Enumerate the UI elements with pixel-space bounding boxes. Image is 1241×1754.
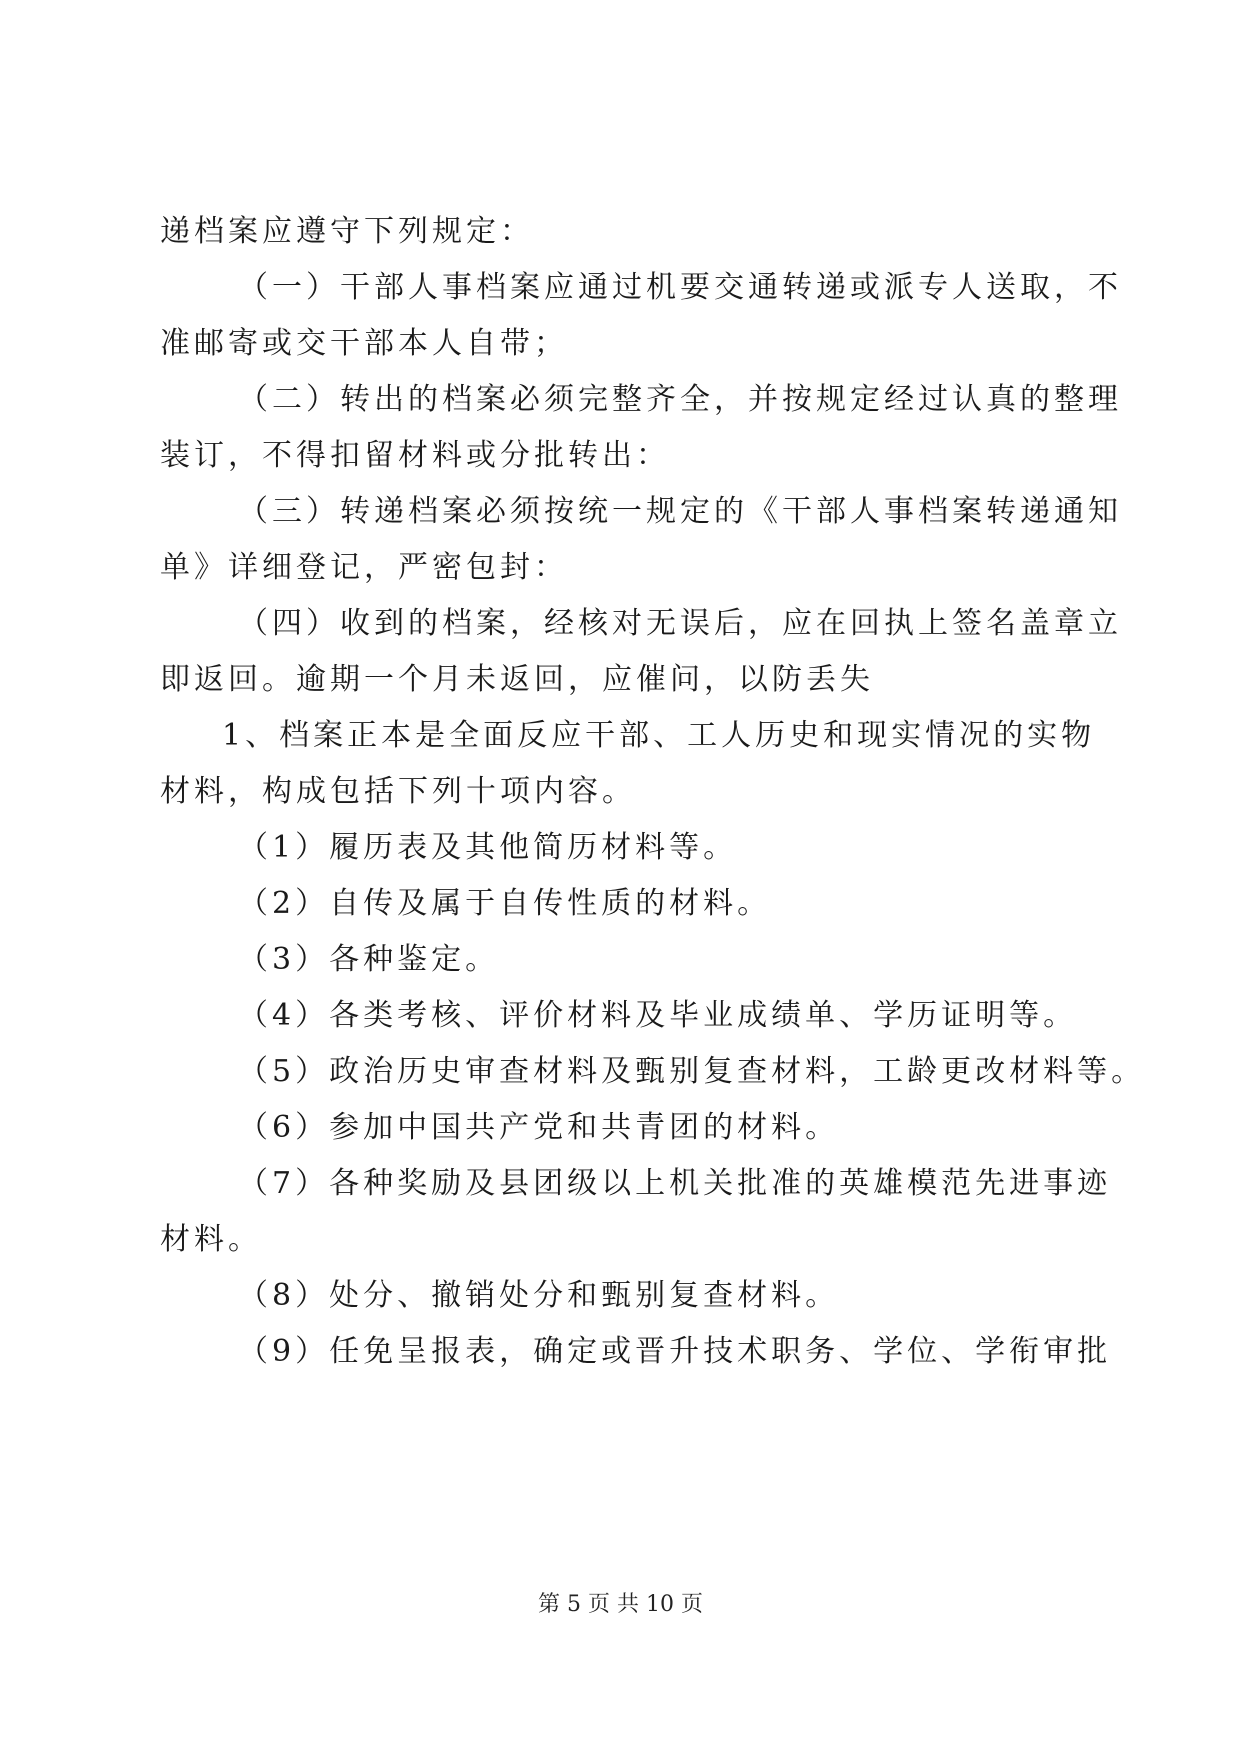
list-item: （6）参加中国共产党和共青团的材料。 xyxy=(238,1110,840,1145)
text-line: 单》详细登记，严密包封： xyxy=(160,550,568,585)
list-item: （2）自传及属于自传性质的材料。 xyxy=(238,886,772,921)
list-item: （5）政治历史审查材料及甄别复查材料，工龄更改材料等。 xyxy=(238,1054,1146,1089)
text-line: 准邮寄或交干部本人自带； xyxy=(160,326,568,361)
list-item: （1）履历表及其他简历材料等。 xyxy=(238,830,738,865)
text-line: 材料，构成包括下列十项内容。 xyxy=(160,774,636,809)
list-item: （4）各类考核、评价材料及毕业成绩单、学历证明等。 xyxy=(238,998,1078,1033)
text-line: 1、档案正本是全面反应干部、工人历史和现实情况的实物 xyxy=(222,718,1096,753)
list-item: （9）任免呈报表，确定或晋升技术职务、学位、学衔审批 xyxy=(238,1334,1112,1369)
text-line: （一）干部人事档案应通过机要交通转递或派专人送取，不 xyxy=(238,270,1122,305)
page-footer: 第 5 页 共 10 页 xyxy=(538,1592,703,1617)
list-item: （7）各种奖励及县团级以上机关批准的英雄模范先进事迹 xyxy=(238,1166,1112,1201)
text-line: 即返回。逾期一个月未返回，应催问，以防丢失 xyxy=(160,662,874,697)
text-line: 装订，不得扣留材料或分批转出： xyxy=(160,438,670,473)
text-line: 材料。 xyxy=(160,1222,262,1257)
text-line: （四）收到的档案，经核对无误后，应在回执上签名盖章立 xyxy=(238,606,1122,641)
list-item: （8）处分、撤销处分和甄别复查材料。 xyxy=(238,1278,840,1313)
list-item: （3）各种鉴定。 xyxy=(238,942,500,977)
text-line: （二）转出的档案必须完整齐全，并按规定经过认真的整理 xyxy=(238,382,1122,417)
text-line: （三）转递档案必须按统一规定的《干部人事档案转递通知 xyxy=(238,494,1122,529)
text-line: 递档案应遵守下列规定： xyxy=(160,214,534,249)
